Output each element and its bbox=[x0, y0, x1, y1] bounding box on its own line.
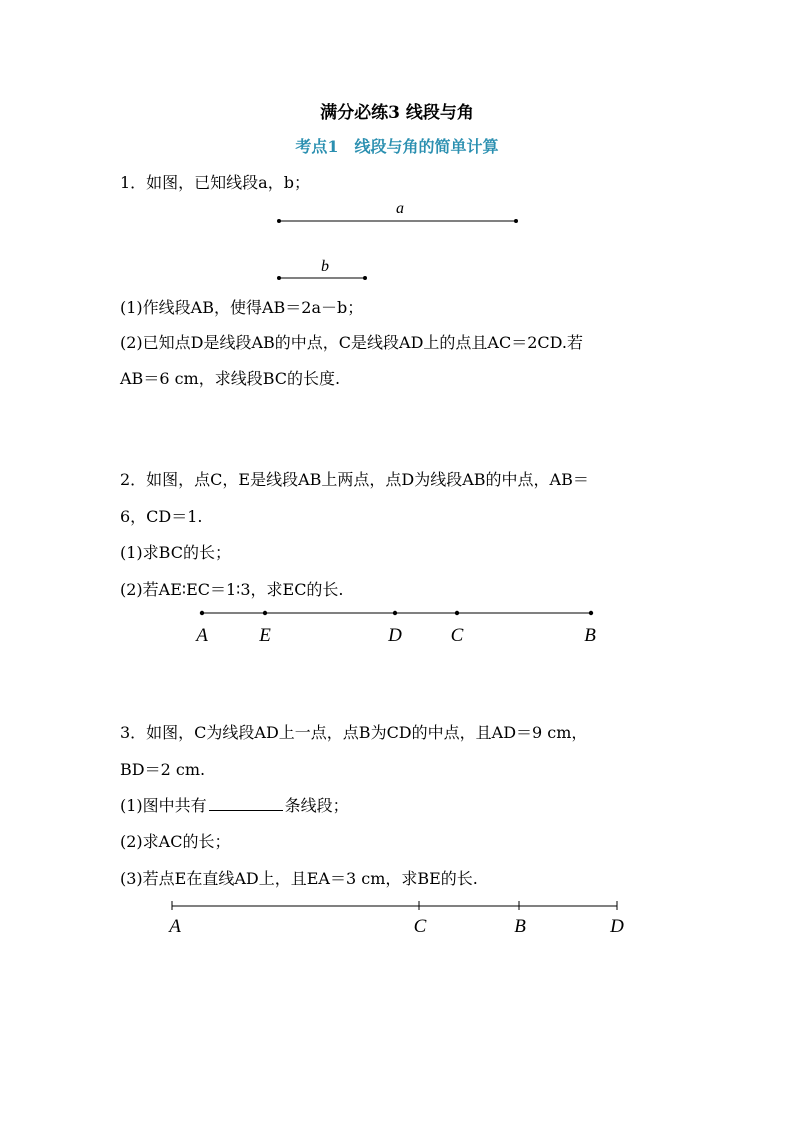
segment-b-endpoint bbox=[363, 276, 367, 280]
segment-a-endpoint bbox=[514, 219, 518, 223]
q3-part1-prefix: (1)图中共有 bbox=[120, 796, 207, 815]
section-heading: 考点1 线段与角的简单计算 bbox=[295, 137, 499, 156]
q3-part3: (3)若点E在直线AD上，且EA＝3 cm，求BE的长. bbox=[120, 869, 478, 888]
q2-label-c: C bbox=[450, 625, 464, 646]
q2-label-a: A bbox=[196, 625, 208, 646]
q2-label-e: E bbox=[259, 625, 271, 646]
q2-part2: (2)若AE∶EC＝1∶3，求EC的长. bbox=[120, 580, 344, 599]
q1-figure bbox=[277, 200, 518, 280]
q2-point-c bbox=[455, 611, 459, 615]
q2-label-d: D bbox=[388, 625, 402, 646]
q2-label-b: B bbox=[584, 625, 596, 646]
q1-part2-line1: (2)已知点D是线段AB的中点，C是线段AD上的点且AC＝2CD.若 bbox=[120, 333, 583, 352]
q1-part1: (1)作线段AB，使得AB＝2a－b； bbox=[120, 298, 364, 317]
segment-a-endpoint bbox=[277, 219, 281, 223]
q3-part1-suffix: 条线段； bbox=[284, 796, 349, 815]
segment-a-label: a bbox=[396, 200, 404, 217]
q2-figure bbox=[194, 611, 596, 646]
q3-label-b: B bbox=[514, 916, 526, 937]
q3-label-d: D bbox=[610, 916, 624, 937]
q1-stem: 1．如图，已知线段a，b； bbox=[120, 173, 310, 192]
q2-point-e bbox=[263, 611, 267, 615]
q3-figure bbox=[167, 901, 624, 937]
q3-label-c: C bbox=[413, 916, 427, 937]
q2-point-a bbox=[200, 611, 204, 615]
q2-point-d bbox=[393, 611, 397, 615]
q3-stem-line1: 3．如图，C为线段AD上一点，点B为CD的中点，且AD＝9 cm， bbox=[120, 723, 588, 742]
q2-point-b bbox=[589, 611, 593, 615]
q3-stem-line2: BD＝2 cm. bbox=[120, 760, 206, 779]
segment-b-label: b bbox=[321, 258, 329, 275]
q3-part2: (2)求AC的长； bbox=[120, 832, 231, 851]
q2-stem-line2: 6，CD＝1. bbox=[120, 507, 203, 526]
q3-label-a: A bbox=[169, 916, 181, 937]
page-title: 满分必练3 线段与角 bbox=[320, 103, 474, 123]
q2-part1: (1)求BC的长； bbox=[120, 543, 231, 562]
q2-stem-line1: 2．如图，点C，E是线段AB上两点，点D为线段AB的中点，AB＝ bbox=[120, 470, 589, 489]
q1-part2-line2: AB＝6 cm，求线段BC的长度. bbox=[120, 369, 341, 388]
segment-b-endpoint bbox=[277, 276, 281, 280]
